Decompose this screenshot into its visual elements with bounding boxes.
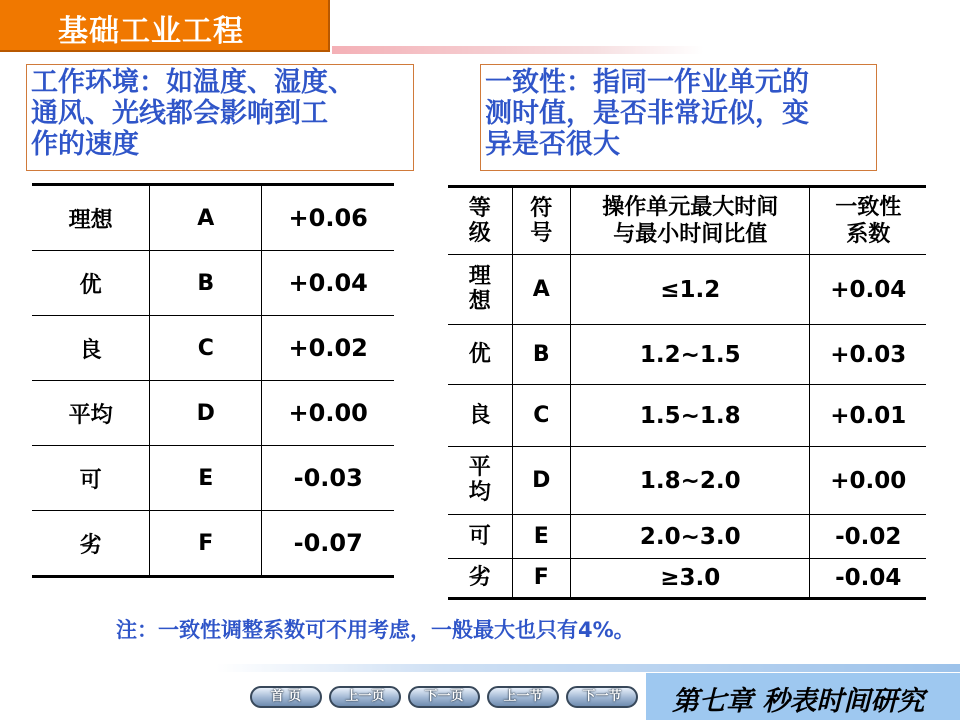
code-cell: F <box>150 511 262 577</box>
header-ratio-line: 与最小时间比值 <box>613 222 768 247</box>
table-row <box>32 381 394 446</box>
table-row <box>448 515 926 559</box>
grade-cell: 平均 <box>32 381 150 446</box>
table-row <box>448 447 926 515</box>
ratio-cell: 1.8~2.0 <box>571 447 810 515</box>
title-banner <box>0 0 330 52</box>
environment-table <box>32 183 394 578</box>
grade-cell: 良 <box>448 385 512 447</box>
value-cell: -0.07 <box>262 511 394 577</box>
grade-cell: 可 <box>448 515 512 559</box>
grade-cell: 优 <box>32 251 150 316</box>
bottom-divider <box>216 664 960 672</box>
header-ratio-line: 操作单元最大时间 <box>602 195 779 220</box>
code-cell: C <box>512 385 571 447</box>
header-coefficient <box>810 187 926 255</box>
grade-label: 理想 <box>468 264 491 314</box>
note-line: 异是否很大 <box>485 129 620 160</box>
grade-cell: 可 <box>32 446 150 511</box>
code-cell: A <box>150 185 262 251</box>
footnote: 注：一致性调整系数可不用考虑，一般最大也只有4%。 <box>116 618 635 642</box>
code-cell: E <box>150 446 262 511</box>
value-cell: +0.03 <box>810 325 926 385</box>
ratio-cell: 1.2~1.5 <box>571 325 810 385</box>
table-row <box>32 185 394 251</box>
page-title: 基础工业工程 <box>58 14 244 49</box>
ratio-cell: ≤1.2 <box>571 255 810 325</box>
table-row <box>448 559 926 599</box>
value-cell: +0.06 <box>262 185 394 251</box>
value-cell: -0.02 <box>810 515 926 559</box>
value-cell: +0.00 <box>810 447 926 515</box>
prev-page-button[interactable]: 上一页 <box>329 686 401 708</box>
chapter-banner <box>646 673 960 720</box>
grade-cell: 劣 <box>79 532 102 558</box>
grade-label: 平均 <box>468 455 491 505</box>
next-page-button[interactable]: 下一页 <box>408 686 480 708</box>
ratio-cell: 1.5~1.8 <box>571 385 810 447</box>
table-row <box>448 385 926 447</box>
value-cell: +0.00 <box>262 381 394 446</box>
value-cell: +0.02 <box>262 316 394 381</box>
grade-cell: 劣 <box>468 565 491 590</box>
code-cell: E <box>512 515 571 559</box>
grade-cell: 良 <box>32 316 150 381</box>
title-divider <box>332 46 704 54</box>
note-line: 一致性：指同一作业单元的 <box>485 67 809 98</box>
grade-cell <box>448 447 512 515</box>
note-line: 工作环境：如温度、湿度、 <box>31 67 355 98</box>
value-cell: +0.04 <box>262 251 394 316</box>
note-line: 通风、光线都会影响到工 <box>31 98 328 129</box>
next-section-button[interactable]: 下一节 <box>566 686 638 708</box>
code-cell: C <box>150 316 262 381</box>
value-cell: +0.04 <box>810 255 926 325</box>
value-cell: +0.01 <box>810 385 926 447</box>
code-cell: F <box>512 559 571 599</box>
code-cell: A <box>512 255 571 325</box>
work-environment-note <box>26 64 414 171</box>
code-cell: D <box>150 381 262 446</box>
first-page-button[interactable]: 首 页 <box>250 686 322 708</box>
code-cell: D <box>512 447 571 515</box>
code-cell: B <box>150 251 262 316</box>
ratio-cell: ≥3.0 <box>571 559 810 599</box>
table-row <box>448 325 926 385</box>
grade-cell: 优 <box>448 325 512 385</box>
header-ratio <box>571 187 810 255</box>
header-grade <box>448 187 512 255</box>
header-coefficient-line: 系数 <box>846 222 891 247</box>
consistency-note <box>480 64 877 171</box>
table-row <box>32 316 394 381</box>
note-line: 作的速度 <box>31 129 139 160</box>
prev-section-button[interactable]: 上一节 <box>487 686 559 708</box>
header-code <box>512 187 571 255</box>
table-header-row <box>448 187 926 255</box>
note-line: 测时值，是否非常近似，变 <box>485 98 809 129</box>
table-row <box>448 255 926 325</box>
header-code-label: 符号 <box>530 195 553 246</box>
table-row <box>32 511 394 577</box>
chapter-title: 第七章 秒表时间研究 <box>672 686 925 717</box>
grade-cell <box>448 255 512 325</box>
table-row <box>32 251 394 316</box>
ratio-cell: 2.0~3.0 <box>571 515 810 559</box>
header-coefficient-line: 一致性 <box>835 195 902 220</box>
code-cell: B <box>512 325 571 385</box>
consistency-table <box>448 185 926 600</box>
table-row <box>32 446 394 511</box>
value-cell: -0.04 <box>810 559 926 599</box>
value-cell: -0.03 <box>262 446 394 511</box>
grade-cell: 理想 <box>32 185 150 251</box>
header-grade-label: 等级 <box>468 195 491 246</box>
